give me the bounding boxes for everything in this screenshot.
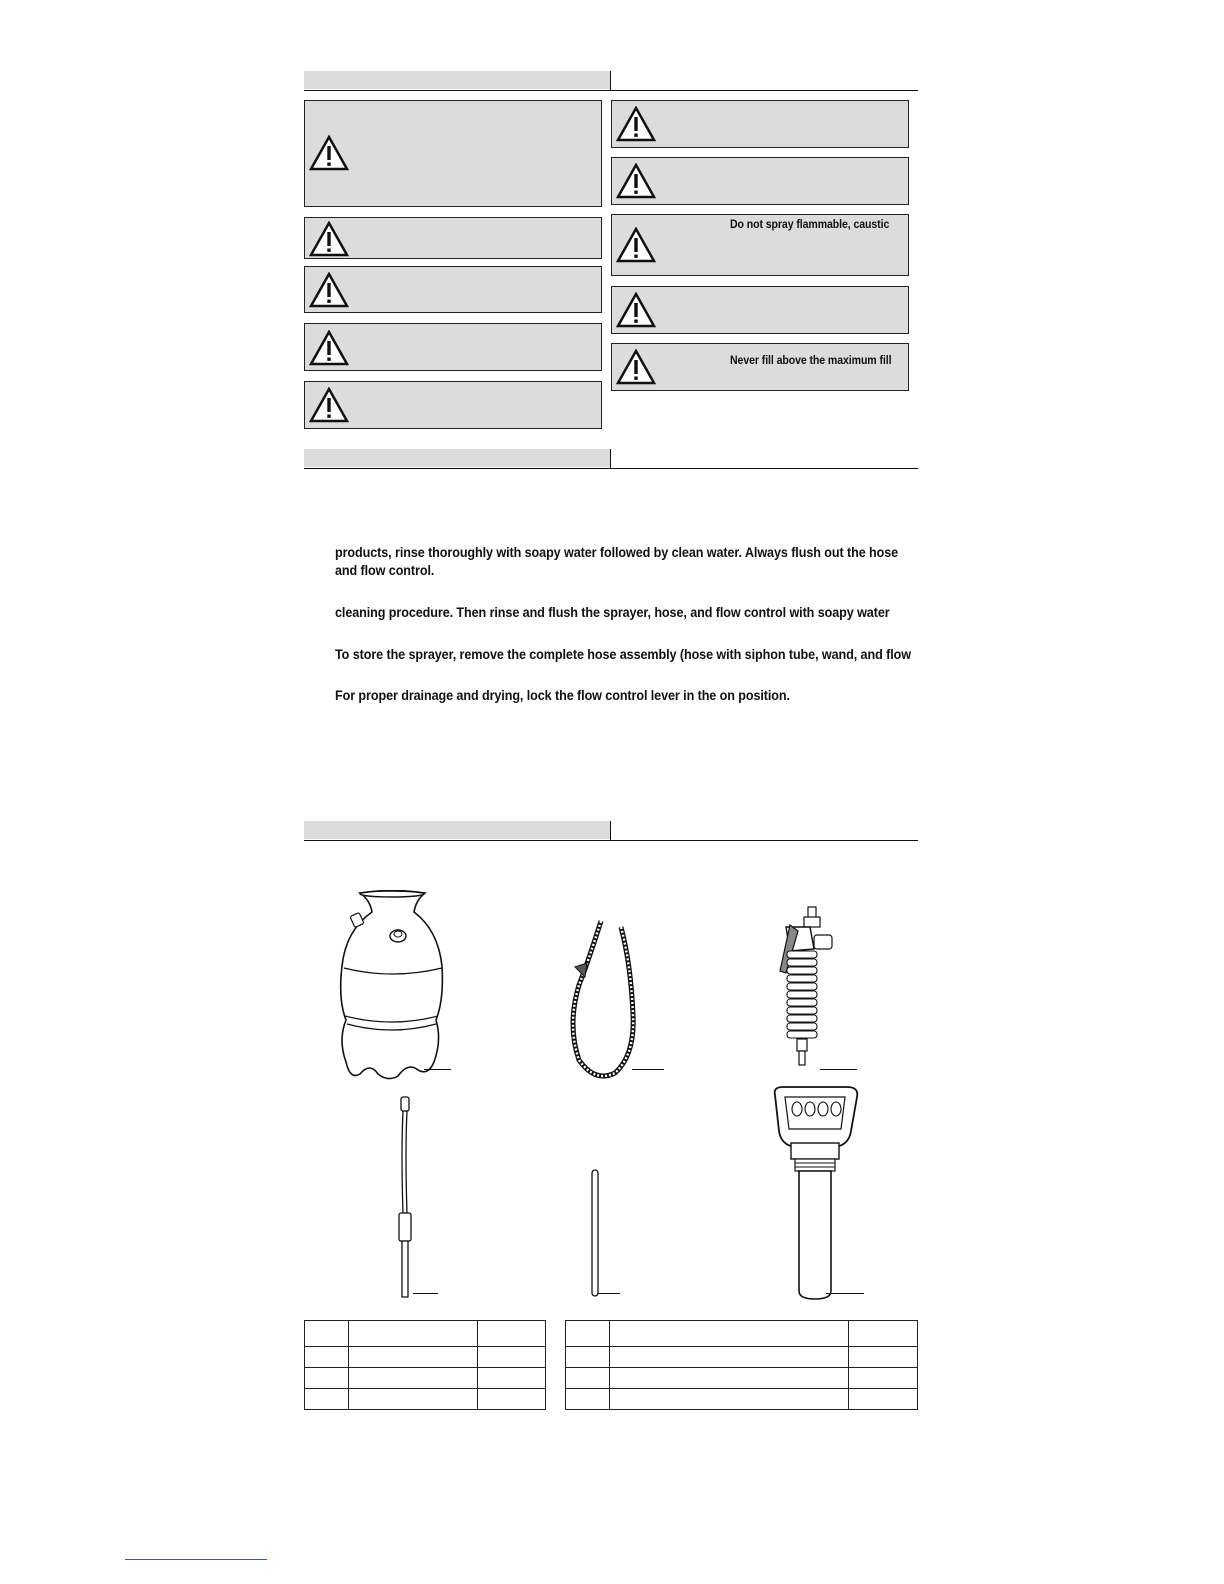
section-header-rule xyxy=(304,468,918,469)
section-header-rule xyxy=(304,90,918,91)
table-cell xyxy=(349,1321,478,1347)
maintenance-paragraph xyxy=(335,645,911,663)
parts-table-left xyxy=(304,1320,546,1410)
table-row xyxy=(305,1389,546,1410)
warning-box xyxy=(304,100,602,207)
warning-triangle-icon xyxy=(616,292,656,328)
table-cell xyxy=(566,1321,610,1347)
table-row xyxy=(305,1368,546,1389)
section-header-bar xyxy=(304,821,611,839)
warning-box xyxy=(611,100,909,148)
footer-link[interactable] xyxy=(125,1559,267,1560)
warning-box xyxy=(611,214,909,276)
section-header-bar xyxy=(304,71,611,89)
warning-box xyxy=(611,157,909,205)
section-header-tick xyxy=(610,71,611,90)
table-cell xyxy=(305,1368,349,1389)
table-cell xyxy=(349,1347,478,1368)
part-leader-line xyxy=(632,1069,664,1070)
table-cell xyxy=(478,1347,546,1368)
section-header-rule xyxy=(304,840,918,841)
table-cell xyxy=(478,1321,546,1347)
table-row xyxy=(566,1347,918,1368)
maintenance-paragraph xyxy=(335,603,890,621)
part-leader-line xyxy=(826,1293,864,1294)
tank-icon xyxy=(330,890,460,1082)
warning-triangle-icon xyxy=(309,387,349,423)
table-cell xyxy=(610,1347,849,1368)
table-row xyxy=(566,1321,918,1347)
table-cell xyxy=(610,1368,849,1389)
paragraph-line: cleaning procedure. Then rinse and flush the sprayer, hose, and flow control with soapy water xyxy=(335,604,890,620)
warning-triangle-icon xyxy=(616,227,656,263)
table-cell xyxy=(566,1347,610,1368)
part-leader-line xyxy=(820,1069,857,1070)
warning-triangle-icon xyxy=(616,349,656,385)
table-row xyxy=(566,1368,918,1389)
table-cell xyxy=(849,1389,918,1410)
warning-triangle-icon xyxy=(309,221,349,257)
table-row xyxy=(305,1321,546,1347)
table-row xyxy=(305,1347,546,1368)
table-cell xyxy=(349,1368,478,1389)
warning-triangle-icon xyxy=(309,272,349,308)
table-cell xyxy=(478,1389,546,1410)
table-cell xyxy=(610,1389,849,1410)
table-row xyxy=(566,1389,918,1410)
part-leader-line xyxy=(413,1293,438,1294)
table-cell xyxy=(849,1368,918,1389)
warning-box xyxy=(611,343,909,391)
paragraph-line: products, rinse thoroughly with soapy water followed by clean water. Always flush out the hose xyxy=(335,544,899,560)
table-cell xyxy=(478,1368,546,1389)
table-cell xyxy=(349,1389,478,1410)
flow-control-icon xyxy=(770,905,840,1070)
table-cell xyxy=(305,1347,349,1368)
part-leader-line xyxy=(424,1069,451,1070)
pump-handle-icon xyxy=(765,1085,865,1303)
warning-triangle-icon xyxy=(616,106,656,142)
warning-triangle-icon xyxy=(616,163,656,199)
table-cell xyxy=(305,1321,349,1347)
warning-text: Do not spray flammable, caustic xyxy=(730,217,890,231)
warning-text: Never fill above the maximum fill xyxy=(730,353,892,367)
section-header-tick xyxy=(610,821,611,840)
table-cell xyxy=(305,1389,349,1410)
warning-box xyxy=(304,217,602,259)
warning-box xyxy=(304,381,602,429)
paragraph-line: and flow control. xyxy=(335,562,435,578)
warning-box xyxy=(611,286,909,334)
table-cell xyxy=(610,1321,849,1347)
warning-box xyxy=(304,266,602,313)
part-leader-line xyxy=(598,1293,620,1294)
warning-triangle-icon xyxy=(309,330,349,366)
hose-icon xyxy=(565,915,675,1080)
table-cell xyxy=(849,1321,918,1347)
table-cell xyxy=(849,1347,918,1368)
parts-table-right xyxy=(565,1320,918,1410)
section-header-bar xyxy=(304,449,611,467)
warning-box xyxy=(304,323,602,371)
maintenance-paragraph xyxy=(335,543,898,579)
table-cell xyxy=(566,1368,610,1389)
paragraph-line: For proper drainage and drying, lock the flow control lever in the on position. xyxy=(335,687,790,703)
maintenance-paragraph xyxy=(335,686,790,704)
wand-icon xyxy=(385,1093,425,1301)
section-header-tick xyxy=(610,449,611,468)
warning-triangle-icon xyxy=(309,135,349,171)
paragraph-line: To store the sprayer, remove the complete hose assembly (hose with siphon tube, wand, and flow xyxy=(335,646,911,662)
siphon-tube-icon xyxy=(585,1168,605,1298)
table-cell xyxy=(566,1389,610,1410)
